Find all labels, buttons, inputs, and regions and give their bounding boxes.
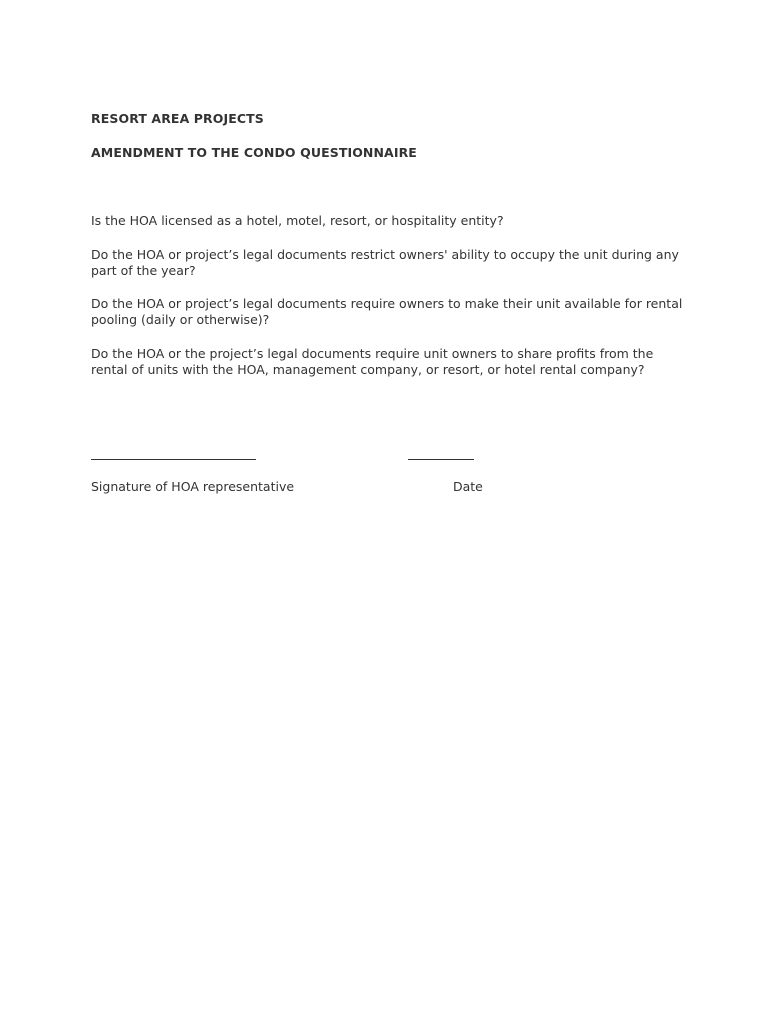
question-occupancy-restriction: Do the HOA or project’s legal documents restrict owners' ability to occupy the unit during any part of the year? (91, 247, 679, 278)
date-label: Date (453, 479, 483, 494)
document-heading-amendment: AMENDMENT TO THE CONDO QUESTIONNAIRE (91, 145, 417, 160)
signature-label: Signature of HOA representative (91, 479, 295, 494)
date-line[interactable] (408, 459, 474, 460)
question-hotel-license: Is the HOA licensed as a hotel, motel, resort, or hospitality entity? (91, 213, 504, 228)
document-heading-resort-area-projects: RESORT AREA PROJECTS (91, 111, 264, 126)
question-rental-pooling: Do the HOA or project’s legal documents require owners to make their unit available for rental pooling (daily or otherwise)? (91, 296, 683, 327)
signature-line[interactable] (91, 459, 256, 460)
question-profit-sharing: Do the HOA or the project’s legal documents require unit owners to share profits from the rental of units with the HOA, management company, or resort, or hotel rental company? (91, 346, 654, 377)
